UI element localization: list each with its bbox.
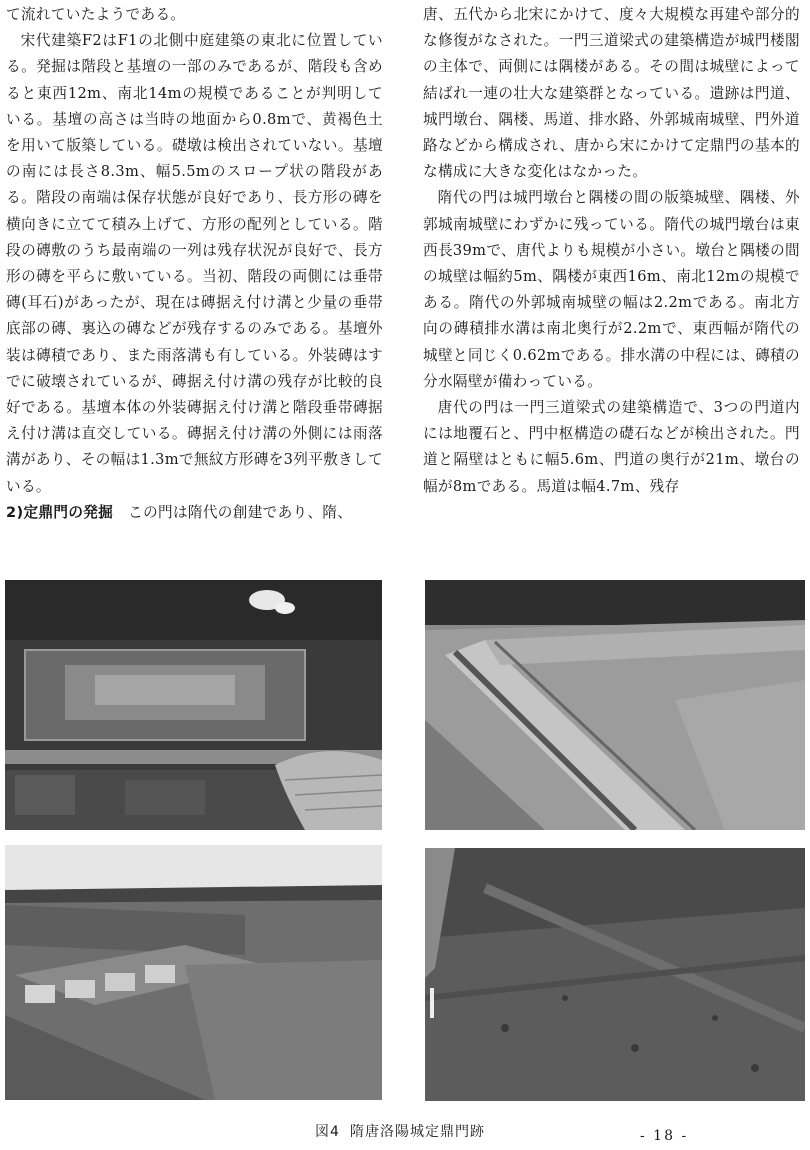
paragraph: 唐代の門は一門三道梁式の建築構造で、3つの門道内には地覆石と、門中枢構造の礎石などが検出された。門道と隔壁はともに幅5.6m、門道の奥行が21m、墩台の幅が8mである。馬道は幅4.7m、残存 — [423, 399, 800, 495]
figure-title: 隋唐洛陽城定鼎門跡 — [349, 1124, 485, 1140]
paragraph-text: この門は隋代の創建であり、隋、 — [128, 503, 353, 521]
brick-wall-photo — [425, 580, 805, 830]
figure-caption — [0, 1121, 810, 1141]
paragraph — [6, 500, 383, 526]
paragraph: 唐、五代から北宋にかけて、度々大規模な再建や部分的な修復がなされた。一門三道梁式の建築構造が城門楼閣の主体で、両側には隅楼がある。その間は城壁によって結ばれ一連の壮大な建築群となっている。遺跡は門道、城門墩台、隅楼、馬道、排水路、外郭城南城壁、門外道路などから構成され、唐から宋にかけて定鼎門の基本的な構成に大きな変化はなかった。 — [423, 6, 800, 181]
aerial-site-photo — [5, 580, 382, 830]
text-column-left — [6, 2, 383, 526]
text-column-right — [423, 2, 800, 500]
paragraph: 隋代の門は城門墩台と隅楼の間の版築城壁、隅楼、外郭城南城壁にわずかに残っている。隋代の城門墩台は東西長39mで、唐代よりも規模が小さい。墩台と隅楼の間の城壁は幅約5m、隅楼が東西16m、南北12mの規模である。隋代の外郭城南城壁の幅は2.2mである。南北方向の磚積排水溝は南北奥行が2.2mで、東西幅が隋代の城壁と同じく0.62mである。排水溝の中程には、磚積の分水隔壁が備わっている。 — [423, 189, 800, 390]
stone-bases-photo — [5, 845, 382, 1100]
excavated-ground-photo — [425, 848, 805, 1101]
paragraph: 宋代建築F2はF1の北側中庭建築の東北に位置している。発掘は階段と基壇の一部のみであるが、階段も含めると東西12m、南北14mの規模であることが判明している。基壇の高さは当時の地面から0.8mで、黄褐色土を用いて版築している。礎墩は検出されていない。基壇の南には長さ8.3m、幅5.5mのスロープ状の階段がある。階段の南端は保存状態が良好であり、長方形の磚を横向きに立てて積み上げて、方形の配列としている。階段の磚敷のうち最南端の一列は残存状況が良好で、長方形の磚を平らに敷いている。当初、階段の両側には垂帯磚(耳石)があったが、現在は磚据え付け溝と少量の垂帯底部の磚、裏込の磚などが残存するのみである。基壇外装は磚積であり、また雨落溝も有している。外装磚はすでに破壊されているが、磚据え付け溝の残存が比較的良好である。基壇本体の外装磚据え付け溝と階段垂帯磚据え付け溝は直交している。磚据え付け溝の外側には雨落溝があり、その幅は1.3mで無紋方形磚を3列平敷きしている。 — [6, 32, 383, 495]
section-heading: 2)定鼎門の発掘 — [6, 503, 114, 521]
paragraph: て流れていたようである。 — [6, 6, 186, 23]
figure-number: 図4 — [315, 1124, 340, 1140]
page-number: - 18 - — [640, 1128, 689, 1144]
